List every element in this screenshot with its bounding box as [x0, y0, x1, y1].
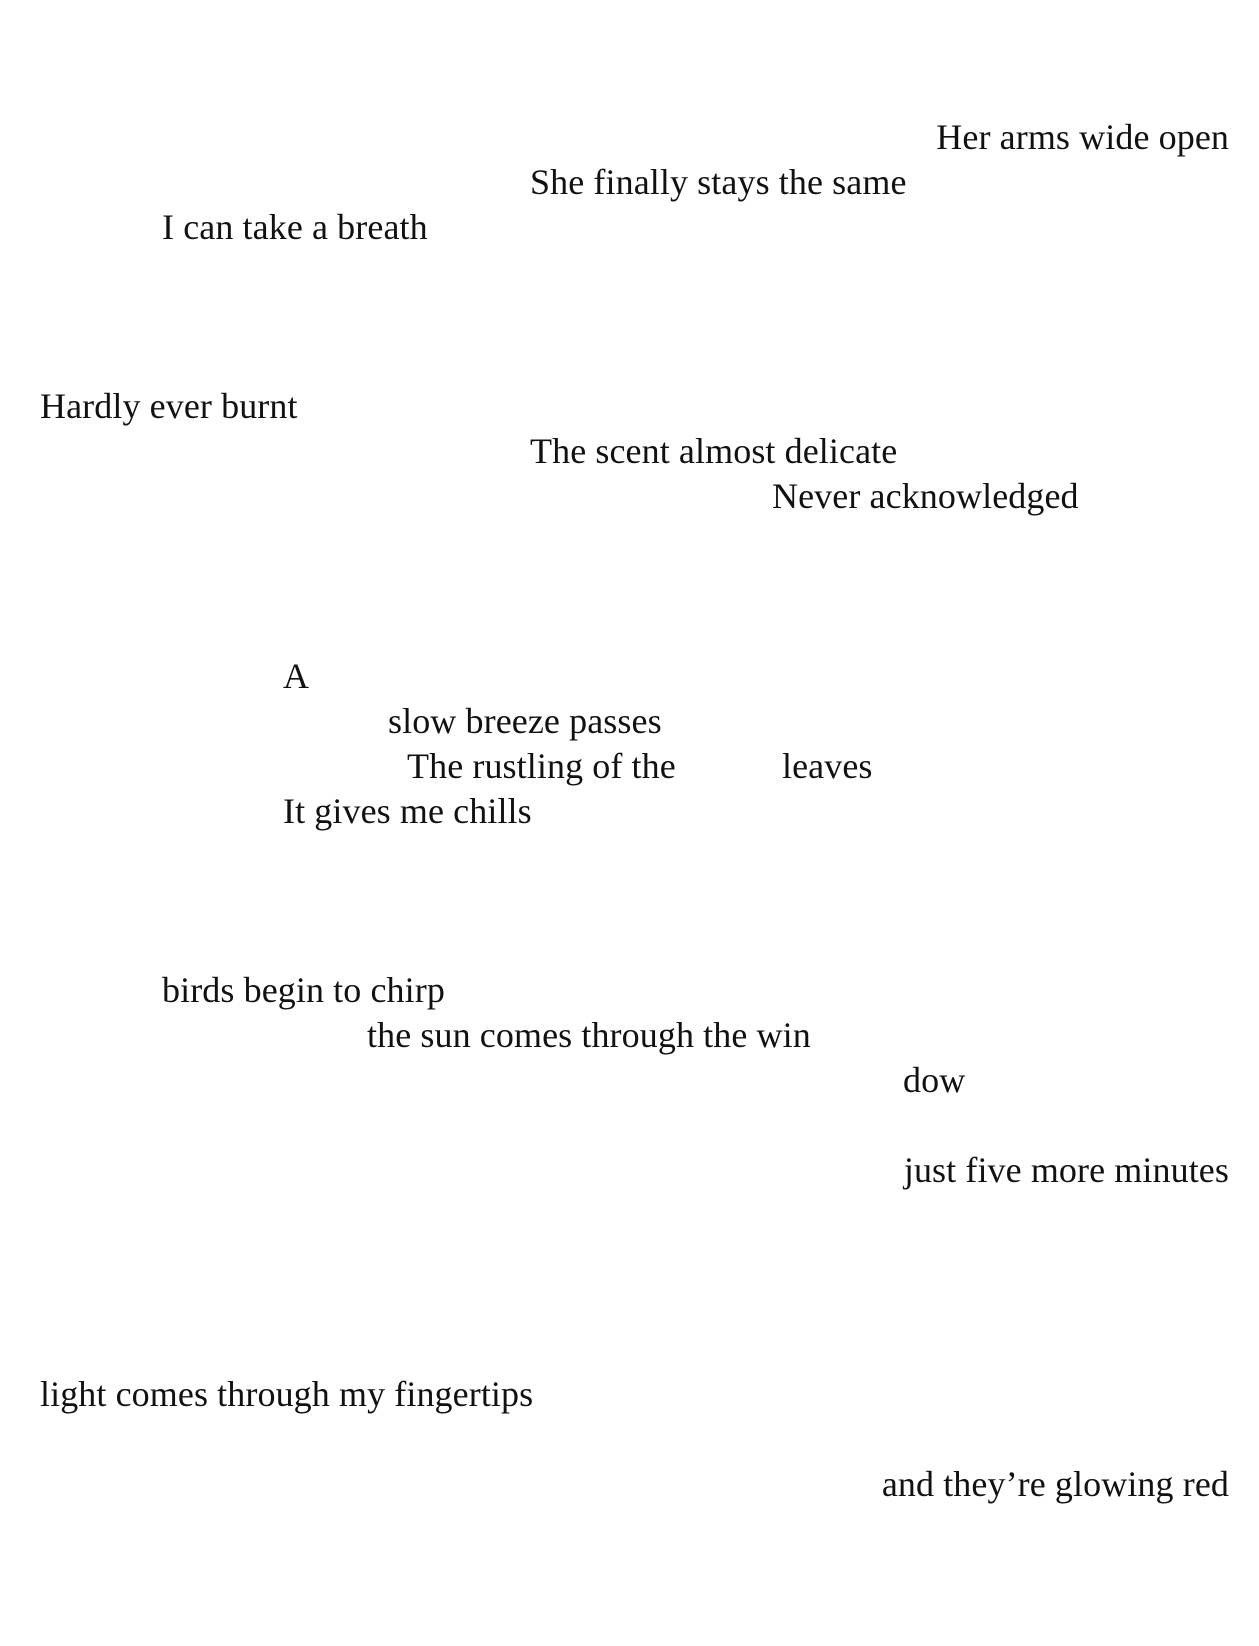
poem-line: She finally stays the same [530, 162, 907, 202]
poem-line: Hardly ever burnt [40, 386, 298, 426]
poem-line: dow [903, 1060, 966, 1100]
poem-line: The rustling of the [407, 746, 676, 786]
poem-line: I can take a breath [162, 207, 428, 247]
poem-line: and they’re glowing red [881, 1464, 1229, 1504]
poem-line: The scent almost delicate [530, 431, 898, 471]
poem-line: leaves [782, 746, 873, 786]
poem-line: slow breeze passes [388, 701, 662, 741]
poem-line: just five more minutes [903, 1150, 1229, 1190]
poem-line: the sun comes through the win [367, 1015, 811, 1055]
poem-line: Never acknowledged [772, 476, 1079, 516]
poem-line: A [283, 656, 310, 696]
poem-line: light comes through my fingertips [40, 1374, 534, 1414]
poem-line: It gives me chills [283, 791, 532, 831]
poem-line: Her arms wide open [936, 117, 1229, 157]
poem-line: birds begin to chirp [162, 970, 445, 1010]
